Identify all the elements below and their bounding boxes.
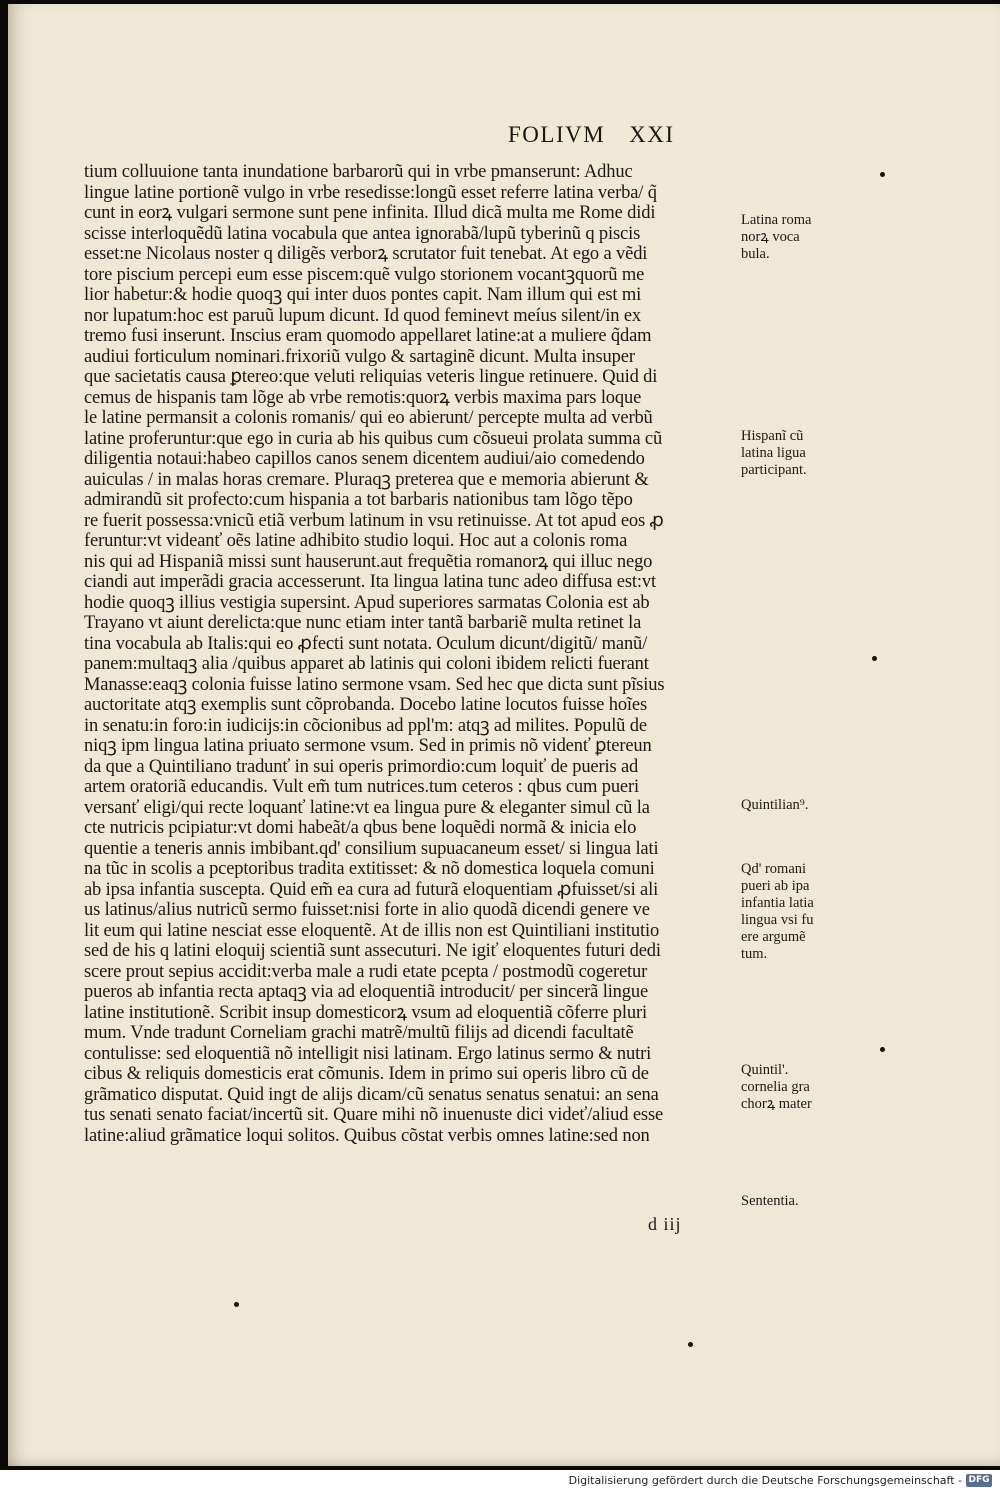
text-line: pueros ab infantia recta aptaqꝫ via ad eloquentiã introducit/ per sincerã lingue (84, 982, 649, 1002)
text-line: tium colluuione tanta inundatione barbarorũ qui in vrbe pmanserunt: Adhuc (84, 162, 633, 182)
ink-spot (880, 1047, 885, 1052)
text-line: contulisse: sed eloquentiã nõ intelligit nisi latinam. Ergo latinus sermo & nutri (84, 1043, 652, 1064)
margin-note-line: ere argumẽ (741, 929, 806, 945)
margin-note (741, 1193, 841, 1210)
text-line: hodie quoqꝫ illius vestigia supersint. Apud superiores sarmatas Colonia est ab (84, 592, 650, 613)
text-line: re fuerit possessa:vnicũ etiã verbum latinum in vsu retinuisse. At tot apud eos ꝓ (84, 510, 664, 531)
margin-note (741, 861, 841, 963)
margin-note-line: bula. (741, 246, 770, 262)
margin-note-line: Hispanĩ cũ (741, 428, 804, 444)
text-line: le latine permansit a colonis romanis/ qui eo abierunt/ percepte multa ad verbũ (84, 408, 653, 428)
text-line: audiui forticulum nominari.frixoriũ vulgo & sartaginẽ dicunt. Multa insuper (84, 346, 635, 367)
text-line: nor lupatum:hoc est paruũ lupum dicunt. Id quod feminevt meíus silent/in ex (84, 305, 642, 326)
text-line: scere prout sepius accidit:verba male a rudi etate pcepta / postmodũ cogeretur (84, 961, 648, 982)
margin-note-line: latina ligua (741, 445, 806, 461)
margin-note-line: Quintilian⁹. (741, 797, 809, 813)
ink-spot (234, 1302, 239, 1307)
margin-note-line: Latina roma (741, 212, 812, 228)
main-text-block (84, 162, 744, 1146)
text-line: artem oratoriã educandis. Vult em̃ tum nutrices.tum ceteros : qbus cum pueri (84, 777, 639, 797)
margin-note (741, 428, 841, 479)
text-line: admirandũ sit profecto:cum hispania a tot barbaris nationibus tam lõgo tẽpo (84, 490, 633, 510)
text-line: latine institutionẽ. Scribit insup domesticorꝝ vsum ad eloquentiã cõferre pluri (84, 1002, 647, 1023)
funding-credit: Digitalisierung gefördert durch die Deutsche Forschungsgemeinschaft - (568, 1474, 962, 1487)
text-line: auctoritate atqꝫ exemplis sunt cõprobanda. Docebo latine locutos fuisse hoĩes (84, 695, 648, 715)
margin-note-line: tum. (741, 946, 768, 962)
signature-mark: d iij (648, 1214, 682, 1234)
book-page (8, 4, 1000, 1466)
running-title: FOLIVM (508, 122, 606, 147)
margin-note-line: Sententia. (741, 1193, 799, 1209)
text-line: da que a Quintiliano tradunť in sui operis primordio:cum loquiť de pueris ad (84, 756, 639, 777)
text-line: versanť eligi/qui recte loquanť latine:vt ea lingua pure & eleganter simul cũ la (84, 797, 650, 818)
margin-note-line: lingua vsi fu (741, 912, 814, 928)
text-line: tore piscium percepi eum esse piscem:quẽ vulgo storionem vocantꝫquorũ me (84, 264, 645, 285)
text-line: cunt in eorꝝ vulgari sermone sunt pene infinita. Illud dicã multa me Rome didi (84, 203, 656, 223)
text-line: niqꝫ ipm lingua latina priuato sermone vsum. Sed in primis nõ videnť ꝑtereun (84, 736, 652, 756)
text-line: scisse interloquẽdũ latina vocabula que antea ignorabã/lupũ tyberinũ q piscis (84, 223, 641, 244)
ink-spot (688, 1342, 693, 1347)
margin-note (741, 212, 841, 263)
text-line: ciandi aut imperãdi gracia accesserunt. Ita lingua latina tunc adeo diffusa est:vt (84, 572, 656, 592)
text-line: que sacietatis causa ꝑtereo:que veluti reliquias veteris lingue retinuere. Quid di (84, 367, 658, 387)
text-line: us latinus/alius nutricũ sermo fuisset:nisi forte in alio quodã dicendi genere ve (84, 900, 650, 920)
text-line: Manasse:eaqꝫ colonia fuisse latino sermone vsam. Sed hec que dicta sunt pĩsius (84, 674, 665, 695)
text-line: feruntur:vt videanť oẽs latine adhibito studio loqui. Hoc aut a colonis roma (84, 531, 628, 551)
text-line: tina vocabula ab Italis:qui eo ꝓfecti sunt notata. Oculum dicunt/digitũ/ manũ/ (84, 633, 648, 654)
text-line: mum. Vnde tradunt Corneliam grachi matrẽ/multũ filijs ad dicendi facultatẽ (84, 1023, 634, 1043)
text-line: latine:aliud grãmatice loqui solitos. Quibus cõstat verbis omnes latine:sed non (84, 1125, 650, 1146)
folio-header (508, 122, 675, 148)
margin-note-line: norꝝ voca (741, 229, 800, 245)
footer-bar (0, 1470, 1000, 1493)
text-line: tus senati senato faciat/incertũ sit. Quare mihi nõ inuenuste dici videť/aliud esse (84, 1105, 664, 1125)
margin-note-line: Qd' romani (741, 861, 807, 877)
text-line: cibus & reliquis domesticis erat cõmunis. Idem in primo sui operis libro cũ de (84, 1064, 649, 1084)
ink-spot (872, 656, 877, 661)
dfg-logo: DFG (966, 1474, 992, 1487)
text-line: lit eum qui latine nesciat esse eloquentẽ. At de illis non est Quintiliani institutio (84, 920, 660, 941)
text-line: Trayano vt aiunt derelicta:que nunc etiam inter tantã barbariẽ multa retinet la (84, 613, 642, 633)
text-line: latine proferuntur:que ego in curia ab his quibus cum cõsueui prolata summa cũ (84, 428, 663, 449)
margin-note-line: chorꝝ mater (741, 1096, 812, 1112)
text-line: na tũc in scolis a pceptoribus tradita extitisset: & nõ domestica loquela comuni (84, 859, 655, 879)
text-line: grãmatico disputat. Quid ingt de alijs dicam/cũ senatus senatus senatui: an sena (84, 1084, 659, 1105)
margin-note (741, 1062, 841, 1113)
text-line: quentie a teneris annis imbibant.qd' consilium supuacaneum esset/ si lingua lati (84, 838, 659, 859)
folio-number: XXI (629, 122, 675, 147)
margin-note-line: participant. (741, 462, 807, 478)
text-line: cemus de hispanis tam lõge ab vrbe remotis:quorꝝ verbis maxima pars loque (84, 387, 642, 408)
text-line: cte nutricis pcipiatur:vt domi habeãt/a qbus bene loquẽdi normã & inicia elo (84, 818, 637, 838)
text-line: lingue latine portionẽ vulgo in vrbe resedisse:longũ esset referre latina verba/ q̃ (84, 182, 657, 203)
margin-note (741, 797, 841, 814)
text-line: nis qui ad Hispaniã missi sunt hauserunt.aut frequẽtia romanorꝝ qui illuc nego (84, 551, 653, 572)
text-line: sed de his q latini eloquij scientiã sunt assecuturi. Ne igiť eloquentes futuri dedi (84, 941, 661, 961)
text-line: in senatu:in foro:in iudicijs:in cõcionibus ad ppl'm: atqꝫ ad milites. Populũ de (84, 715, 647, 736)
text-line: diligentia notaui:habeo capillos canos senem dicentem audiui/aio comedendo (84, 449, 645, 469)
margin-note-line: cornelia gra (741, 1079, 810, 1095)
margin-note-line: Quintil'. (741, 1062, 789, 1078)
text-line: ab ipsa infantia suscepta. Quid em̃ ea cura ad futurã eloquentiam ꝓfuisset/si ali (84, 879, 659, 900)
text-line: auiculas / in malas horas cremare. Pluraqꝫ preterea que e memoria abierunt & (84, 469, 649, 490)
text-line: panem:multaqꝫ alia /quibus apparet ab latinis qui coloni ibidem relicti fuerant (84, 654, 649, 674)
text-line: esset:ne Nicolaus noster q diligẽs verborꝝ scrutator fuit tenebat. At ego a vẽdi (84, 244, 648, 264)
text-line: tremo fusi inserunt. Inscius eram quomodo appellaret latine:at a muliere q̃dam (84, 326, 652, 346)
margin-note-line: infantia latia (741, 895, 814, 911)
ink-spot (880, 172, 885, 177)
margin-note-line: pueri ab ipa (741, 878, 810, 894)
text-line: lior habetur:& hodie quoqꝫ qui inter duos pontes capit. Nam illum qui est mi (84, 285, 642, 305)
